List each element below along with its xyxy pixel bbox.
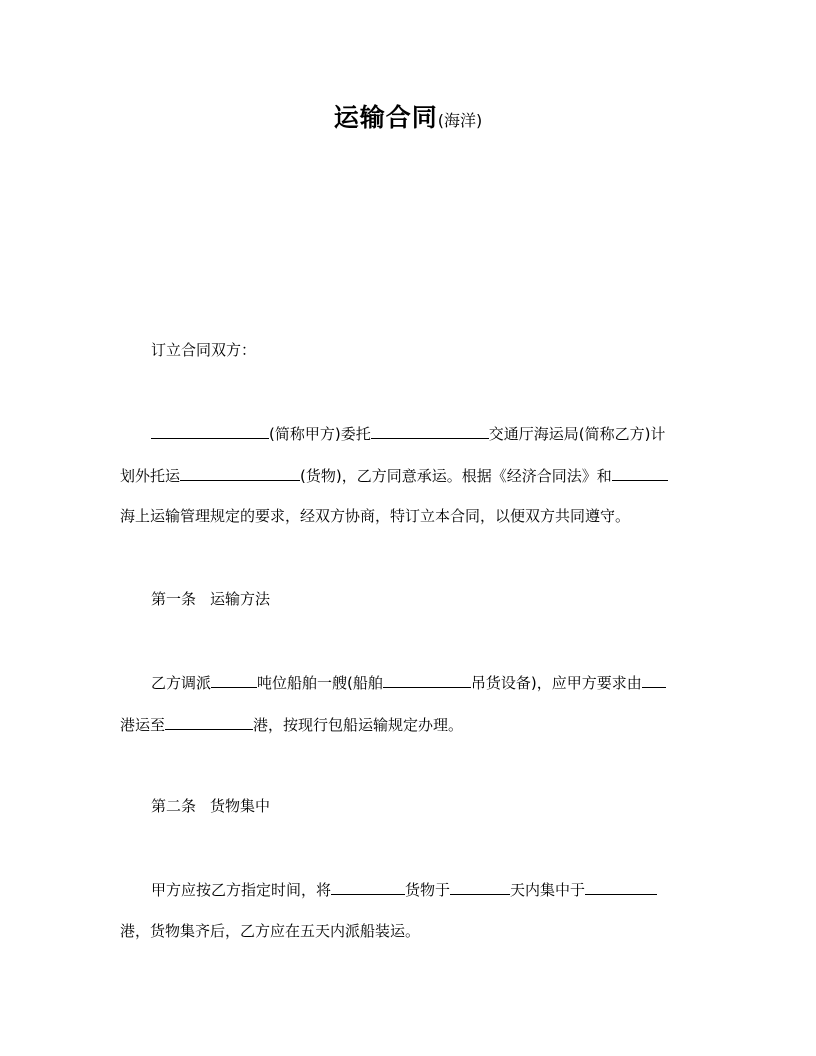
blank-ship-equipment bbox=[383, 672, 471, 688]
article2-line-1-text-a: 甲方应按乙方指定时间，将 bbox=[151, 881, 332, 899]
article2-line-1-text-c: 天内集中于 bbox=[510, 881, 586, 899]
article2-heading bbox=[151, 796, 270, 816]
intro-line-3: 海上运输管理规定的要求，经双方协商，特订立本合同，以便双方共同遵守。 bbox=[120, 507, 631, 525]
blank-collection-port bbox=[585, 879, 657, 895]
blank-origin-port bbox=[642, 672, 666, 688]
parties-heading: 订立合同双方： bbox=[151, 341, 257, 359]
intro-line-2-text-a: 划外托运 bbox=[120, 467, 181, 485]
blank-party-b bbox=[371, 423, 489, 439]
blank-destination-port bbox=[165, 714, 253, 730]
blank-regulation bbox=[612, 465, 668, 481]
article2-line-1-text-b: 货物于 bbox=[405, 881, 451, 899]
article1-line-1-text-a: 乙方调派 bbox=[151, 674, 212, 692]
article1-number: 第一条 bbox=[151, 590, 197, 608]
article1-title: 运输方法 bbox=[210, 590, 271, 608]
intro-line-2 bbox=[120, 465, 668, 486]
intro-line-1 bbox=[151, 423, 665, 444]
article1-heading bbox=[151, 589, 270, 609]
document-title bbox=[0, 98, 816, 134]
blank-tonnage bbox=[211, 672, 257, 688]
intro-line-2-text-b: (货物)，乙方同意承运。根据《经济合同法》和 bbox=[300, 467, 612, 485]
article2-number: 第二条 bbox=[151, 797, 197, 815]
article1-line-2-text-b: 港，按现行包船运输规定办理。 bbox=[253, 716, 464, 734]
blank-goods bbox=[180, 465, 300, 481]
title-sub: (海洋) bbox=[437, 111, 483, 130]
blank-cargo bbox=[331, 879, 405, 895]
article2-line-2: 港，货物集齐后，乙方应在五天内派船装运。 bbox=[120, 922, 421, 940]
intro-line-1-text-a: (简称甲方)委托 bbox=[269, 425, 371, 443]
article1-line-1-text-c: 吊货设备)，应甲方要求由 bbox=[470, 674, 642, 692]
intro-line-1-text-b: 交通厅海运局(简称乙方)计 bbox=[488, 425, 666, 443]
title-main: 运输合同 bbox=[333, 103, 438, 132]
article1-line-1-text-b: 吨位船舶一艘(船舶 bbox=[257, 674, 383, 692]
article1-line-2 bbox=[120, 714, 463, 735]
blank-party-a bbox=[151, 423, 269, 439]
article1-line-1 bbox=[151, 672, 666, 693]
article2-title: 货物集中 bbox=[210, 797, 271, 815]
article1-line-2-text-a: 港运至 bbox=[120, 716, 166, 734]
article2-line-1 bbox=[151, 879, 657, 900]
blank-days bbox=[450, 879, 510, 895]
